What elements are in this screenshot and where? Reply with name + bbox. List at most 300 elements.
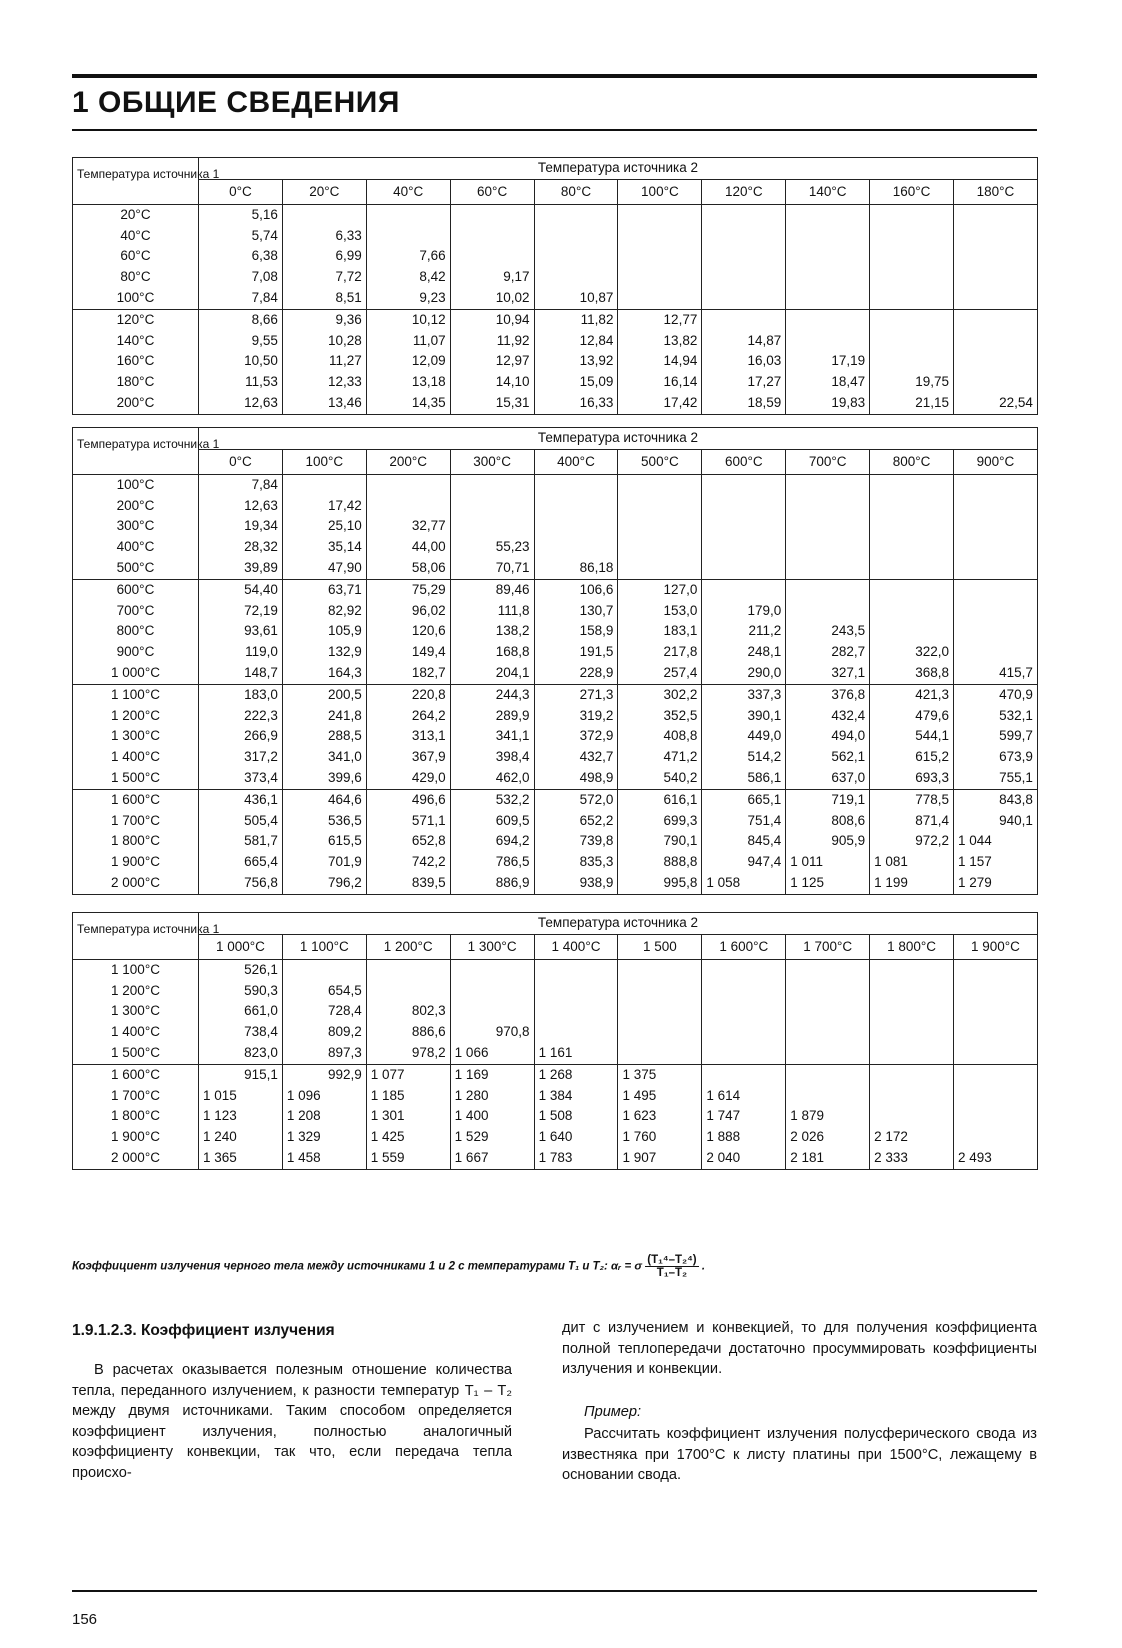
table-cell [870,204,954,225]
column-header: 0°C [199,449,283,474]
table-cell [450,474,534,495]
column-header: 300°C [450,449,534,474]
table-cell [786,246,870,267]
table-cell: 12,63 [199,496,283,517]
table-row [73,1106,1038,1127]
table-cell: 158,9 [534,621,618,642]
table-cell: 462,0 [450,768,534,789]
table-cell [954,331,1038,352]
row-label: 200°C [73,496,199,517]
table-cell: 751,4 [702,811,786,832]
table-cell: 17,27 [702,372,786,393]
table-cell [870,516,954,537]
table-cell [702,246,786,267]
column-header: 1 300°C [450,934,534,959]
table-cell: 39,89 [199,558,283,579]
table-cell: 2 181 [786,1148,870,1169]
page-number: 156 [72,1611,98,1628]
row-label: 1 600°C [73,1064,199,1085]
table-cell [786,474,870,495]
table-cell: 352,5 [618,706,702,727]
table-cell: 1 096 [282,1086,366,1107]
table-cell: 12,77 [618,309,702,330]
table-cell [534,1001,618,1022]
caption-end: . [701,1260,706,1273]
column-header: 400°C [534,449,618,474]
example-label: Пример: [584,1404,642,1420]
top-rule-thick [72,74,1037,78]
table-cell: 449,0 [702,726,786,747]
table-cell [534,981,618,1002]
table-cell: 498,9 [534,768,618,789]
table-cell: 18,47 [786,372,870,393]
row-label: 140°C [73,331,199,352]
table-cell [870,1106,954,1127]
table-cell: 871,4 [870,811,954,832]
table-cell [870,621,954,642]
table-cell [786,558,870,579]
column-header: 200°C [366,449,450,474]
row-label: 1 700°C [73,811,199,832]
table-row [73,959,1038,980]
table-cell [702,267,786,288]
column-header: 1 200°C [366,934,450,959]
table-cell: 289,9 [450,706,534,727]
column-header: 20°C [282,179,366,204]
row-label: 1 300°C [73,726,199,747]
column-header: 800°C [870,449,954,474]
table-cell [786,601,870,622]
row-label: 2 000°C [73,873,199,894]
table-cell: 58,06 [366,558,450,579]
row-label: 1 100°C [73,959,199,980]
table-cell [450,959,534,980]
column-header: 100°C [282,449,366,474]
column-header: 0°C [199,179,283,204]
row-header-label: Температура источника 1 [73,158,199,205]
column-header: 40°C [366,179,450,204]
table-cell [954,474,1038,495]
table-cell: 1 400 [450,1106,534,1127]
table-cell: 581,7 [199,831,283,852]
top-rule-thin [72,129,1037,131]
table-cell: 243,5 [786,621,870,642]
table-cell: 1 508 [534,1106,618,1127]
table-cell: 14,87 [702,331,786,352]
table-cell: 257,4 [618,663,702,684]
table-cell: 1 077 [366,1064,450,1085]
table-cell [870,288,954,309]
table-cell: 127,0 [618,579,702,600]
table-cell: 436,1 [199,789,283,810]
row-label: 700°C [73,601,199,622]
table-cell [366,496,450,517]
table-row [73,768,1038,789]
table-cell: 654,5 [282,981,366,1002]
table-cell: 786,5 [450,852,534,873]
table-cell: 1 614 [702,1086,786,1107]
row-label: 1 900°C [73,852,199,873]
table-cell [954,981,1038,1002]
table-row [73,558,1038,579]
table-cell [534,959,618,980]
table-cell: 7,84 [199,474,283,495]
table-cell: 220,8 [366,684,450,705]
table-cell [618,226,702,247]
table-cell [618,496,702,517]
table-cell: 1 879 [786,1106,870,1127]
table-cell: 886,6 [366,1022,450,1043]
table-cell: 544,1 [870,726,954,747]
table-cell: 1 044 [954,831,1038,852]
table-row [73,1022,1038,1043]
table-cell [702,226,786,247]
formula-numerator: (T₁⁴–T₂⁴) [647,1254,697,1266]
table-cell [702,1001,786,1022]
table-cell: 12,33 [282,372,366,393]
row-label: 20°C [73,204,199,225]
table-cell: 12,84 [534,331,618,352]
formula-fraction [645,1254,698,1279]
table-cell [954,246,1038,267]
table-cell: 790,1 [618,831,702,852]
table-cell: 11,82 [534,309,618,330]
table-cell: 132,9 [282,642,366,663]
table-cell: 1 280 [450,1086,534,1107]
row-label: 1 500°C [73,1043,199,1064]
table-cell: 6,99 [282,246,366,267]
table-cell: 540,2 [618,768,702,789]
column-header: 120°C [702,179,786,204]
column-header-row [73,449,1038,474]
table-cell: 120,6 [366,621,450,642]
table-cell: 532,2 [450,789,534,810]
table-cell: 796,2 [282,873,366,894]
table-cell: 1 559 [366,1148,450,1169]
table-cell [870,309,954,330]
table-cell: 1 011 [786,852,870,873]
table-cell [786,1043,870,1064]
table-cell [786,579,870,600]
table-cell: 572,0 [534,789,618,810]
header-row [73,428,1038,450]
table-row [73,621,1038,642]
column-header: 160°C [870,179,954,204]
table-cell: 421,3 [870,684,954,705]
column-header: 1 800°C [870,934,954,959]
table-cell: 1 623 [618,1106,702,1127]
table-cell [534,1022,618,1043]
row-label: 900°C [73,642,199,663]
table-cell: 148,7 [199,663,283,684]
table-row [73,288,1038,309]
table-cell: 756,8 [199,873,283,894]
table-cell: 228,9 [534,663,618,684]
table-cell [702,496,786,517]
table-cell [954,496,1038,517]
table-row [73,496,1038,517]
table-cell: 2 040 [702,1148,786,1169]
table-row [73,706,1038,727]
table-row [73,747,1038,768]
table-cell: 111,8 [450,601,534,622]
table-cell: 1 185 [366,1086,450,1107]
table-cell: 19,75 [870,372,954,393]
table-cell: 652,8 [366,831,450,852]
table-cell: 1 199 [870,873,954,894]
table-cell [534,496,618,517]
table-cell [954,1086,1038,1107]
row-label: 100°C [73,474,199,495]
row-label: 600°C [73,579,199,600]
table-cell [870,226,954,247]
table-cell: 7,66 [366,246,450,267]
table-cell: 1 529 [450,1127,534,1148]
table-cell: 16,33 [534,393,618,414]
table-cell: 183,0 [199,684,283,705]
table-cell [870,981,954,1002]
table-cell: 11,27 [282,351,366,372]
caption-text: Коэффициент излучения черного тела между источниками 1 и 2 с температурами T₁ и T₂: αᵣ = σ [72,1260,643,1273]
table-row [73,1086,1038,1107]
table-cell [786,537,870,558]
table-cell [618,474,702,495]
table-cell: 802,3 [366,1001,450,1022]
row-label: 1 800°C [73,831,199,852]
table-cell: 652,2 [534,811,618,832]
table-cell: 264,2 [366,706,450,727]
table-cell [282,959,366,980]
table-row [73,372,1038,393]
table-cell: 164,3 [282,663,366,684]
table-cell: 7,72 [282,267,366,288]
table-cell: 1 329 [282,1127,366,1148]
table-cell [534,474,618,495]
table-cell: 1 458 [282,1148,366,1169]
table-cell: 72,19 [199,601,283,622]
table-cell [450,981,534,1002]
table-cell: 1 125 [786,873,870,894]
table-cell: 183,1 [618,621,702,642]
table-cell [618,1001,702,1022]
table-row [73,726,1038,747]
column-header: 600°C [702,449,786,474]
table-cell: 1 760 [618,1127,702,1148]
table-cell: 204,1 [450,663,534,684]
table-cell: 888,8 [618,852,702,873]
table-cell: 9,36 [282,309,366,330]
table-cell [954,1043,1038,1064]
table-cell: 615,2 [870,747,954,768]
table-cell: 586,1 [702,768,786,789]
table-cell: 96,02 [366,601,450,622]
table-cell: 17,42 [618,393,702,414]
table-cell: 290,0 [702,663,786,684]
table-cell: 398,4 [450,747,534,768]
table-cell: 1 384 [534,1086,618,1107]
table-row [73,981,1038,1002]
table-cell: 496,6 [366,789,450,810]
table-cell: 191,5 [534,642,618,663]
table-cell: 6,38 [199,246,283,267]
table-cell: 337,3 [702,684,786,705]
table-cell: 1 375 [618,1064,702,1085]
table-row [73,811,1038,832]
table-cell: 14,94 [618,351,702,372]
table-cell: 2 172 [870,1127,954,1148]
table-row [73,1127,1038,1148]
row-label: 80°C [73,267,199,288]
table-cell: 514,2 [702,747,786,768]
table-cell [282,204,366,225]
table-cell [450,1001,534,1022]
table-cell: 408,8 [618,726,702,747]
table-cell: 32,77 [366,516,450,537]
table-row [73,852,1038,873]
section-title: 1 ОБЩИЕ СВЕДЕНИЯ [72,86,400,119]
table-cell [534,516,618,537]
row-label: 1 800°C [73,1106,199,1127]
table-cell: 13,46 [282,393,366,414]
table-cell [702,288,786,309]
table-cell: 479,6 [870,706,954,727]
table-cell: 288,5 [282,726,366,747]
table-cell [786,267,870,288]
table-cell [450,204,534,225]
table-cell: 130,7 [534,601,618,622]
row-label: 1 200°C [73,706,199,727]
table-cell [366,226,450,247]
table-cell: 16,14 [618,372,702,393]
table-cell: 562,1 [786,747,870,768]
table-cell: 93,61 [199,621,283,642]
table-cell: 897,3 [282,1043,366,1064]
table-cell [702,981,786,1002]
table-cell [618,204,702,225]
table-cell [618,558,702,579]
table-row [73,873,1038,894]
table-cell: 15,31 [450,393,534,414]
table-cell: 317,2 [199,747,283,768]
table-cell: 399,6 [282,768,366,789]
row-label: 1 500°C [73,768,199,789]
table-cell: 55,23 [450,537,534,558]
column-header: 500°C [618,449,702,474]
table-cell [618,959,702,980]
table-cell [954,309,1038,330]
row-label: 1 600°C [73,789,199,810]
table-cell [870,1043,954,1064]
row-label: 1 900°C [73,1127,199,1148]
table-cell: 1 123 [199,1106,283,1127]
table-cell [954,1106,1038,1127]
table-cell [534,226,618,247]
table-row [73,267,1038,288]
table-cell: 10,50 [199,351,283,372]
table-cell: 35,14 [282,537,366,558]
table-cell: 2 493 [954,1148,1038,1169]
table-cell [534,246,618,267]
table-cell: 978,2 [366,1043,450,1064]
table-cell: 1 208 [282,1106,366,1127]
table-cell: 809,2 [282,1022,366,1043]
row-label: 40°C [73,226,199,247]
table-cell: 11,07 [366,331,450,352]
table-cell: 701,9 [282,852,366,873]
table-cell [870,558,954,579]
table-cell: 168,8 [450,642,534,663]
header-row [73,158,1038,180]
table-cell [870,331,954,352]
table-cell [954,642,1038,663]
table-cell: 5,74 [199,226,283,247]
table-cell: 947,4 [702,852,786,873]
table-cell [870,601,954,622]
table-cell: 432,4 [786,706,870,727]
table-cell [702,204,786,225]
table-cell: 11,92 [450,331,534,352]
table-cell: 494,0 [786,726,870,747]
table-cell: 1 058 [702,873,786,894]
table-cell [534,267,618,288]
table-cell: 319,2 [534,706,618,727]
table-cell [450,226,534,247]
table-cell [366,959,450,980]
table-cell: 390,1 [702,706,786,727]
table-cell: 22,54 [954,393,1038,414]
emissivity-table-2 [72,427,1038,895]
table-cell: 368,8 [870,663,954,684]
table-cell: 14,10 [450,372,534,393]
table-cell [786,981,870,1002]
table-cell [702,1022,786,1043]
left-paragraph: В расчетах оказывается полезным отношение количества тепла, переданного излучением, к разности температур T₁ – T₂ между двумя источниками. Таким способом определяется коэффициент излучения, полностью аналогичный коэффициенту конвекции, так что, если передача тепла происхо- [72,1362,512,1481]
emissivity-table-3 [72,912,1038,1170]
table-cell: 11,53 [199,372,283,393]
table-cell [954,288,1038,309]
row-label: 400°C [73,537,199,558]
column-header: 1 100°C [282,934,366,959]
table-row [73,474,1038,495]
column-header: 1 000°C [199,934,283,959]
table-cell: 1 425 [366,1127,450,1148]
column-header: 900°C [954,449,1038,474]
table-cell [702,516,786,537]
table-cell [870,246,954,267]
table-row [73,579,1038,600]
table-cell: 8,51 [282,288,366,309]
table-row [73,309,1038,330]
emissivity-table-1 [72,157,1038,415]
table-cell: 8,66 [199,309,283,330]
table-cell [450,516,534,537]
table-cell: 1 783 [534,1148,618,1169]
table-cell [702,1043,786,1064]
table-cell: 1 301 [366,1106,450,1127]
table-cell [702,1064,786,1085]
table-cell [954,516,1038,537]
table-cell: 940,1 [954,811,1038,832]
table-cell [618,537,702,558]
table-cell: 665,4 [199,852,283,873]
table-row [73,684,1038,705]
table-cell: 200,5 [282,684,366,705]
table-cell: 138,2 [450,621,534,642]
table-row [73,1043,1038,1064]
table-cell: 995,8 [618,873,702,894]
table-cell: 119,0 [199,642,283,663]
table-cell [786,1086,870,1107]
